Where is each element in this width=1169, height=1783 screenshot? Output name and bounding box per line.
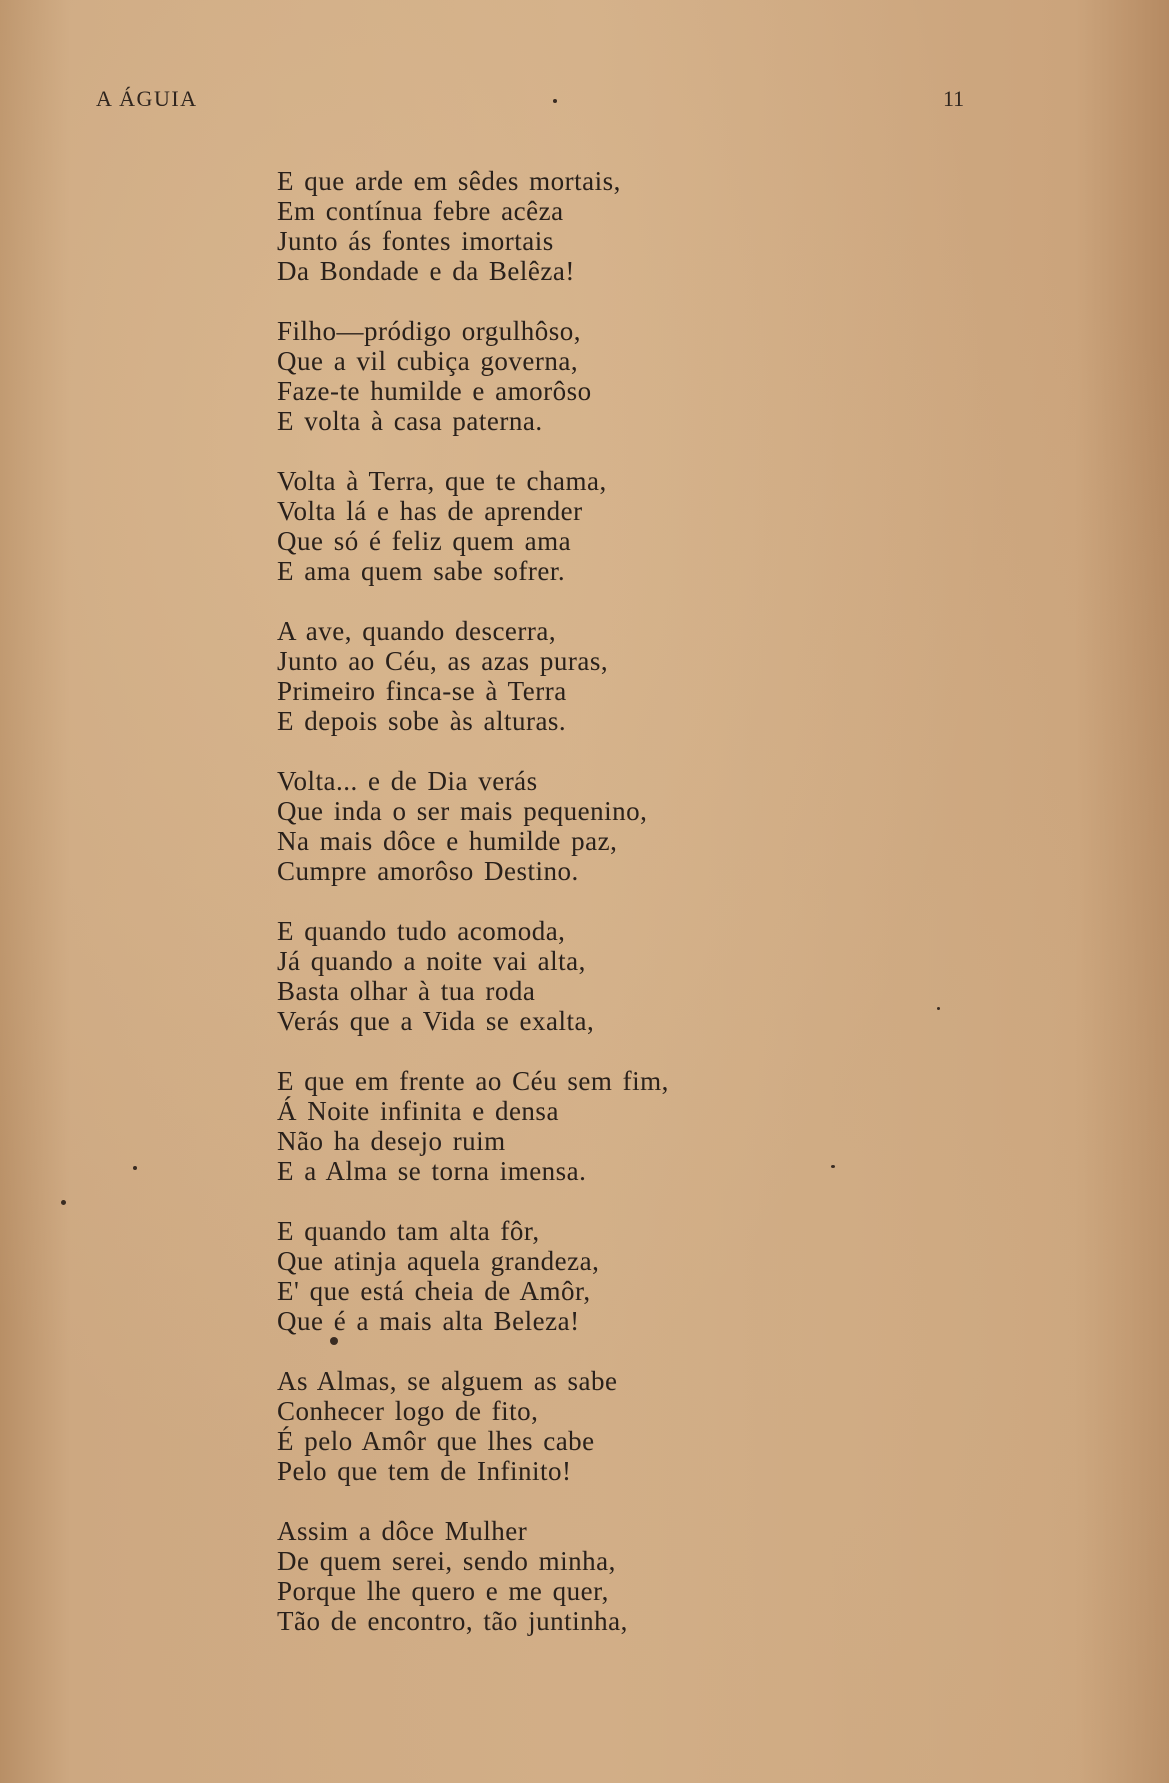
poem-line: Que a vil cubiça governa,: [277, 346, 579, 376]
paper-speck: [61, 1200, 66, 1205]
poem-line: Filho—pródigo orgulhôso,: [277, 316, 582, 346]
poem-line: E ama quem sabe sofrer.: [277, 556, 566, 586]
poem-line: A ave, quando descerra,: [277, 616, 557, 646]
stanza: [277, 766, 1057, 886]
page-number: 11: [943, 86, 965, 111]
stanza: [277, 1516, 1057, 1636]
stanza: [277, 616, 1057, 736]
stanza: [277, 466, 1057, 586]
stanza: [277, 316, 1057, 436]
stanza: [277, 1066, 1057, 1186]
poem-line: Da Bondade e da Belêza!: [277, 256, 575, 286]
stanza: [277, 1216, 1057, 1336]
poem-line: Cumpre amorôso Destino.: [277, 856, 579, 886]
poem-line: Á Noite infinita e densa: [277, 1096, 559, 1126]
poem-line: Volta... e de Dia verás: [277, 766, 538, 796]
poem-line: E que arde em sêdes mortais,: [277, 166, 621, 196]
poem-line: Em contínua febre acêza: [277, 196, 564, 226]
poem-line: Que só é feliz quem ama: [277, 526, 572, 556]
poem-line: Pelo que tem de Infinito!: [277, 1456, 572, 1486]
poem-line: Volta lá e has de aprender: [277, 496, 583, 526]
poem-line: É pelo Amôr que lhes cabe: [277, 1426, 595, 1456]
poem-line: Que atinja aquela grandeza,: [277, 1246, 600, 1276]
running-head: A ÁGUIA: [96, 86, 198, 111]
poem-line: Verás que a Vida se exalta,: [277, 1006, 595, 1036]
poem-line: Que é a mais alta Beleza!: [277, 1306, 580, 1336]
poem-line: Junto ao Céu, as azas puras,: [277, 646, 609, 676]
poem-line: Que inda o ser mais pequenino,: [277, 796, 648, 826]
poem-line: Basta olhar à tua roda: [277, 976, 536, 1006]
poem-line: Faze-te humilde e amorôso: [277, 376, 592, 406]
poem-line: Não ha desejo ruim: [277, 1126, 506, 1156]
stanza: [277, 916, 1057, 1036]
poem-line: E que em frente ao Céu sem fim,: [277, 1066, 669, 1096]
paper-speck: [553, 99, 557, 103]
poem-line: E a Alma se torna imensa.: [277, 1156, 587, 1186]
poem-line: Conhecer logo de fito,: [277, 1396, 539, 1426]
poem: [277, 166, 1057, 1666]
poem-line: Porque lhe quero e me quer,: [277, 1576, 609, 1606]
stanza: [277, 1366, 1057, 1486]
poem-line: Volta à Terra, que te chama,: [277, 466, 607, 496]
paper-speck: [133, 1166, 137, 1170]
poem-line: E' que está cheia de Amôr,: [277, 1276, 591, 1306]
poem-line: Primeiro finca-se à Terra: [277, 676, 567, 706]
stanza: [277, 166, 1057, 286]
poem-line: Tão de encontro, tão juntinha,: [277, 1606, 628, 1636]
poem-line: Assim a dôce Mulher: [277, 1516, 528, 1546]
poem-line: Na mais dôce e humilde paz,: [277, 826, 618, 856]
poem-line: De quem serei, sendo minha,: [277, 1546, 616, 1576]
poem-line: E quando tudo acomoda,: [277, 916, 566, 946]
poem-line: E depois sobe às alturas.: [277, 706, 567, 736]
poem-line: E quando tam alta fôr,: [277, 1216, 540, 1246]
poem-line: Junto ás fontes imortais: [277, 226, 554, 256]
poem-line: E volta à casa paterna.: [277, 406, 543, 436]
poem-line: Já quando a noite vai alta,: [277, 946, 586, 976]
poem-line: As Almas, se alguem as sabe: [277, 1366, 618, 1396]
